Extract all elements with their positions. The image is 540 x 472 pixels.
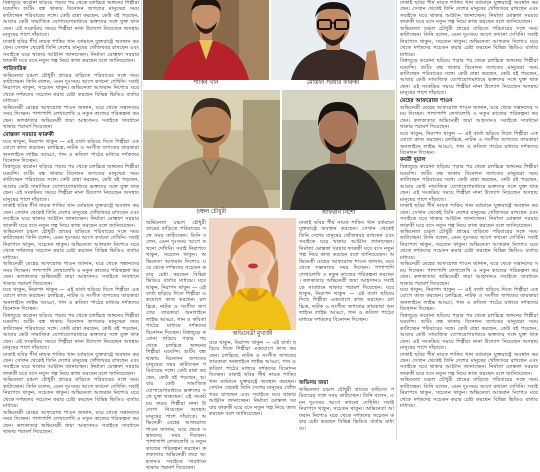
paragraph: অভিনেতা চঞ্চল চৌধুরী গ্রামের বাড়িতে পরিবারের সঙ্গে সময় কাটাচ্ছেন। তিনি বলেন, এমন দুঃসময় আগে কখনো দেখিনি। সবাই নিরাপদে থাকুন, সচেতন থাকুন। অভিনেতা আফরান নিশোও ঘরে থেকে দর্শকদের সচেতন করার চেষ্টা করছেন বিভিন্ন ভিডিও বার্তার মাধ্যমে। [400,228,538,261]
paragraph: ঢাকাই ছবির শীর্ষ নায়ক শাকিব খান বর্তমানে যুক্তরাষ্ট্রে অবস্থান করছেন। সেখান থেকেই তিনি দেশের মানুষের খোঁজখবর রাখছেন এবং সবাইকে ঘরে থাকার আহ্বান জানাচ্ছেন। নির্মাতা মোস্তফা সরয়ার ফারুকী ঘরে বসে নতুন গল্প নিয়ে কাজ করছেন বলে জানিয়েছেন। [209,372,296,417]
caption-shakib: শাকিব খান [193,80,219,86]
paragraph: বিশ্বজুড়ে করোনা ছড়িয়ে পড়ার পর থেকে চলচ্চিত্র অঙ্গনের শিল্পীরা ঘরবন্দি। শুটিং বন্ধ থাকায় বিনোদন জগতের মানুষেরা সময় কাটাচ্ছেন পরিবারের সঙ্গে। কেউ রান্না করছেন, কেউ বই পড়ছেন, আবার কেউ সামাজিক যোগাযোগমাধ্যমে ভক্তদের সঙ্গে যুক্ত থাকছেন। এই সংকটময় সময়ে শিল্পীরা নানা উদ্যোগ নিয়েছেন অসহায় মানুষের পাশে দাঁড়াতে। [3,164,139,203]
paragraph: বিশ্বজুড়ে করোনা ছড়িয়ে পড়ার পর থেকে চলচ্চিত্র অঙ্গনের শিল্পীরা ঘরবন্দি। শুটিং বন্ধ থাকায় বিনোদন জগতের মানুষেরা সময় কাটাচ্ছেন পরিবারের সঙ্গে। কেউ রান্না করছেন, কেউ বই পড়ছেন, আবার কেউ সামাজিক যোগাযোগমাধ্যমে ভক্তদের সঙ্গে যুক্ত থাকছেন। এই সংকটময় সময়ে শিল্পীরা নানা উদ্যোগ নিয়েছেন অসহায় মানুষের পাশে দাঁড়াতে। [400,164,538,203]
caption-chanchal: চঞ্চল চৌধুরী [196,209,227,215]
paragraph: ঢাকাই ছবির শীর্ষ নায়ক শাকিব খান বর্তমানে যুক্তরাষ্ট্রে অবস্থান করছেন। সেখান থেকেই তিনি দেশের মানুষের খোঁজখবর রাখছেন এবং সবাইকে ঘরে থাকার আহ্বান জানাচ্ছেন। নির্মাতা মোস্তফা সরয়ার ফারুকী ঘরে বসে নতুন গল্প নিয়ে কাজ করছেন বলে জানিয়েছেন। [400,0,538,26]
paragraph: ঘরে থাকুন, নিরাপদ থাকুন — এই বার্তা ছড়িয়ে দিতে শিল্পীরা একযোগে কাজ করছেন। চলচ্চিত্র, নাটক ও সংগীত জগতের তারকারা অনলাইনে লাইভ আড্ডা, গান ও কবিতা পাঠের মাধ্যমে দর্শকদের বিনোদন দিচ্ছেন। [3,287,139,313]
caption-apurba: আফরান নিশো [321,210,356,216]
paragraph: অভিনেত্রী মেহের আফরোজ শাওন জানান, ঘরে থেকে সন্তানদের সময় দিচ্ছেন। পাশাপাশি লেখালেখি ও নতুন কাজের পরিকল্পনা করছেন। কলকাতার অভিনেত্রী জয়া আহসানও সবাইকে সাবধানে থাকার পরামর্শ দিয়েছেন। [400,261,538,287]
paragraph: অভিনেত্রী মেহের আফরোজ শাওন জানান, ঘরে থেকে সন্তানদের সময় দিচ্ছেন। পাশাপাশি লেখালেখি ও নতুন কাজের পরিকল্পনা করছেন। কলকাতার অভিনেত্রী জয়া আহসানও সবাইকে সাবধানে থাকার পরামর্শ দিয়েছেন। [146,413,206,472]
caption-swastika: অভিনেত্রী মুখার্জী [232,331,273,337]
paragraph: অভিনেতা চঞ্চল চৌধুরী গ্রামের বাড়িতে পরিবারের সঙ্গে সময় কাটাচ্ছেন। তিনি বলেন, এমন দুঃসময় আগে কখনো দেখিনি। সবাই নিরাপদে থাকুন, সচেতন থাকুন। অভিনেতা আফরান নিশোও ঘরে থেকে দর্শকদের সচেতন করার চেষ্টা করছেন বিভিন্ন ভিডিও বার্তার মাধ্যমে। [146,220,206,285]
paragraph: ঘরে থাকুন, নিরাপদ থাকুন — এই বার্তা ছড়িয়ে দিতে শিল্পীরা একযোগে কাজ করছেন। চলচ্চিত্র, নাটক ও সংগীত জগতের তারকারা অনলাইনে লাইভ আড্ডা, গান ও কবিতা পাঠের মাধ্যমে দর্শকদের বিনোদন দিচ্ছেন। [209,340,296,379]
paragraph: ঢাকাই ছবির শীর্ষ নায়ক শাকিব খান বর্তমানে যুক্তরাষ্ট্রে অবস্থান করছেন। সেখান থেকেই তিনি দেশের মানুষের খোঁজখবর রাখছেন এবং সবাইকে ঘরে থাকার আহ্বান জানাচ্ছেন। নির্মাতা মোস্তফা সরয়ার ফারুকী ঘরে বসে নতুন গল্প নিয়ে কাজ করছেন বলে জানিয়েছেন। [3,351,139,377]
paragraph: ঘরে থাকুন, নিরাপদ থাকুন — এই বার্তা ছড়িয়ে দিতে শিল্পীরা একযোগে কাজ করছেন। চলচ্চিত্র, নাটক ও সংগীত জগতের তারকারা অনলাইনে লাইভ আড্ডা, গান ও কবিতা পাঠের মাধ্যমে দর্শকদের বিনোদন দিচ্ছেন। [400,130,538,156]
portrait-swastika-icon [209,218,296,330]
paragraph: ঢাকাই ছবির শীর্ষ নায়ক শাকিব খান বর্তমানে যুক্তরাষ্ট্রে অবস্থান করছেন। সেখান থেকেই তিনি দেশের মানুষের খোঁজখবর রাখছেন এবং সবাইকে ঘরে থাকার আহ্বান জানাচ্ছেন। নির্মাতা মোস্তফা সরয়ার ফারুকী ঘরে বসে নতুন গল্প নিয়ে কাজ করছেন বলে জানিয়েছেন। [400,351,538,377]
left-article-column [0,0,141,440]
paragraph: অভিনেত্রী মেহের আফরোজ শাওন জানান, ঘরে থেকে সন্তানদের সময় দিচ্ছেন। পাশাপাশি লেখালেখি ও নতুন কাজের পরিকল্পনা করছেন। কলকাতার অভিনেত্রী জয়া আহসানও সবাইকে সাবধানে থাকার পরামর্শ দিয়েছেন। [3,261,139,287]
paragraph: বিশ্বজুড়ে করোনা ছড়িয়ে পড়ার পর থেকে চলচ্চিত্র অঙ্গনের শিল্পীরা ঘরবন্দি। শুটিং বন্ধ থাকায় বিনোদন জগতের মানুষেরা সময় কাটাচ্ছেন পরিবারের সঙ্গে। কেউ রান্না করছেন, কেউ বই পড়ছেন, আবার কেউ সামাজিক যোগাযোগমাধ্যমে ভক্তদের সঙ্গে যুক্ত থাকছেন। এই সংকটময় সময়ে শিল্পীরা নানা উদ্যোগ নিয়েছেন অসহায় মানুষের পাশে দাঁড়াতে। [400,58,538,97]
photo-farooki [271,0,395,80]
caption-farooki: মোস্তফা সরয়ার ফারুকী [306,80,360,86]
paragraph: ঢাকাই ছবির শীর্ষ নায়ক শাকিব খান বর্তমানে যুক্তরাষ্ট্রে অবস্থান করছেন। সেখান থেকেই তিনি দেশের মানুষের খোঁজখবর রাখছেন এবং সবাইকে ঘরে থাকার আহ্বান জানাচ্ছেন। নির্মাতা মোস্তফা সরয়ার ফারুকী ঘরে বসে নতুন গল্প নিয়ে কাজ করছেন বলে জানিয়েছেন। [3,203,139,229]
photo-swastika [209,218,296,330]
paragraph: ঘরে থাকুন, নিরাপদ থাকুন — এই বার্তা ছড়িয়ে দিতে শিল্পীরা একযোগে কাজ করছেন। চলচ্চিত্র, নাটক ও সংগীত জগতের তারকারা অনলাইনে লাইভ আড্ডা, গান ও কবিতা পাঠের মাধ্যমে দর্শকদের বিনোদন দিচ্ছেন। [400,287,538,313]
paragraph: বিশ্বজুড়ে করোনা ছড়িয়ে পড়ার পর থেকে চলচ্চিত্র অঙ্গনের শিল্পীরা ঘরবন্দি। শুটিং বন্ধ থাকায় বিনোদন জগতের মানুষেরা সময় কাটাচ্ছেন পরিবারের সঙ্গে। কেউ রান্না করছেন, কেউ বই পড়ছেন, আবার কেউ সামাজিক যোগাযোগমাধ্যমে ভক্তদের সঙ্গে যুক্ত থাকছেন। এই সংকটময় সময়ে শিল্পীরা নানা উদ্যোগ নিয়েছেন অসহায় মানুষের পাশে দাঁড়াতে। [3,0,139,39]
paragraph: অভিনেতা চঞ্চল চৌধুরী গ্রামের বাড়িতে পরিবারের সঙ্গে সময় কাটাচ্ছেন। তিনি বলেন, এমন দুঃসময় আগে কখনো দেখিনি। সবাই নিরাপদে থাকুন, সচেতন থাকুন। অভিনেতা আফরান নিশোও ঘরে থেকে দর্শকদের সচেতন করার চেষ্টা করছেন বিভিন্ন ভিডিও বার্তার মাধ্যমে। [3,377,139,410]
paragraph: ঘরে থাকুন, নিরাপদ থাকুন — এই বার্তা ছড়িয়ে দিতে শিল্পীরা একযোগে কাজ করছেন। চলচ্চিত্র, নাটক ও সংগীত জগতের তারকারা অনলাইনে লাইভ আড্ডা, গান ও কবিতা পাঠের মাধ্যমে দর্শকদের বিনোদন দিচ্ছেন। [299,284,394,323]
middle-text-block [143,88,145,89]
paragraph: ঢাকাই ছবির শীর্ষ নায়ক শাকিব খান বর্তমানে যুক্তরাষ্ট্রে অবস্থান করছেন। সেখান থেকেই তিনি দেশের মানুষের খোঁজখবর রাখছেন এবং সবাইকে ঘরে থাকার আহ্বান জানাচ্ছেন। নির্মাতা মোস্তফা সরয়ার ফারুকী ঘরে বসে নতুন গল্প নিয়ে কাজ করছেন বলে জানিয়েছেন। [299,220,394,259]
photo-chanchal [143,90,280,208]
section-heading: মেহের আফরোজ শাওন [400,97,453,104]
bottom-right-mid-text [299,380,394,440]
paragraph: বিশ্বজুড়ে করোনা ছড়িয়ে পড়ার পর থেকে চলচ্চিত্র অঙ্গনের শিল্পীরা ঘরবন্দি। শুটিং বন্ধ থাকায় বিনোদন জগতের মানুষেরা সময় কাটাচ্ছেন পরিবারের সঙ্গে। কেউ রান্না করছেন, কেউ বই পড়ছেন, আবার কেউ সামাজিক যোগাযোগমাধ্যমে ভক্তদের সঙ্গে যুক্ত থাকছেন। এই সংকটময় সময়ে শিল্পীরা নানা উদ্যোগ নিয়েছেন অসহায় মানুষের পাশে দাঁড়াতে। [146,329,206,420]
lower-right-text-top [299,220,394,380]
paragraph: অভিনেতা চঞ্চল চৌধুরী গ্রামের বাড়িতে পরিবারের সঙ্গে সময় কাটাচ্ছেন। তিনি বলেন, এমন দুঃসময় আগে কখনো দেখিনি। সবাই নিরাপদে থাকুন, সচেতন থাকুন। অভিনেতা আফরান নিশোও ঘরে থেকে দর্শকদের সচেতন করার চেষ্টা করছেন বিভিন্ন ভিডিও বার্তার মাধ্যমে। [3,72,139,105]
paragraph: অভিনেতা চঞ্চল চৌধুরী গ্রামের বাড়িতে পরিবারের সঙ্গে সময় কাটাচ্ছেন। তিনি বলেন, এমন দুঃসময় আগে কখনো দেখিনি। সবাই নিরাপদে থাকুন, সচেতন থাকুন। অভিনেতা আফরান নিশোও ঘরে থেকে দর্শকদের সচেতন করার চেষ্টা করছেন বিভিন্ন ভিডিও বার্তার মাধ্যমে। [3,228,139,261]
paragraph: অভিনেত্রী মেহের আফরোজ শাওন জানান, ঘরে থেকে সন্তানদের সময় দিচ্ছেন। পাশাপাশি লেখালেখি ও নতুন কাজের পরিকল্পনা করছেন। কলকাতার অভিনেত্রী জয়া আহসানও সবাইকে সাবধানে থাকার পরামর্শ দিয়েছেন। [3,104,139,131]
paragraph: অভিনেত্রী মেহের আফরোজ শাওন জানান, ঘরে থেকে সন্তানদের সময় দিচ্ছেন। পাশাপাশি লেখালেখি ও নতুন কাজের পরিকল্পনা করছেন। কলকাতার অভিনেত্রী জয়া আহসানও সবাইকে সাবধানে থাকার পরামর্শ দিয়েছেন। [400,104,538,131]
paragraph: ঢাকাই ছবির শীর্ষ নায়ক শাকিব খান বর্তমানে যুক্তরাষ্ট্রে অবস্থান করছেন। সেখান থেকেই তিনি দেশের মানুষের খোঁজখবর রাখছেন এবং সবাইকে ঘরে থাকার আহ্বান জানাচ্ছেন। নির্মাতা মোস্তফা সরয়ার ফারুকী ঘরে বসে নতুন গল্প নিয়ে কাজ করছেন বলে জানিয়েছেন। [400,203,538,229]
section-heading: অভিনয় জয়া [299,380,329,386]
paragraph: অভিনেত্রী মেহের আফরোজ শাওন জানান, ঘরে থেকে সন্তানদের সময় দিচ্ছেন। পাশাপাশি লেখালেখি ও নতুন কাজের পরিকল্পনা করছেন। কলকাতার অভিনেত্রী জয়া আহসানও সবাইকে সাবধানে থাকার পরামর্শ দিয়েছেন। [3,409,139,435]
paragraph: ঘরে থাকুন, নিরাপদ থাকুন — এই বার্তা ছড়িয়ে দিতে শিল্পীরা একযোগে কাজ করছেন। চলচ্চিত্র, নাটক ও সংগীত জগতের তারকারা অনলাইনে লাইভ আড্ডা, গান ও কবিতা পাঠের মাধ্যমে দর্শকদের বিনোদন দিচ্ছেন। [3,138,139,164]
section-heading: মোস্তফা সরয়ার ফারুকী [3,131,54,138]
paragraph: অভিনেত্রী মেহের আফরোজ শাওন জানান, ঘরে থেকে সন্তানদের সময় দিচ্ছেন। পাশাপাশি লেখালেখি ও নতুন কাজের পরিকল্পনা করছেন। কলকাতার অভিনেত্রী জয়া আহসানও সবাইকে সাবধানে থাকার পরামর্শ দিয়েছেন। [299,252,394,291]
photo-apurba [282,90,395,210]
section-heading: কবরী দুয়াল [400,157,426,164]
portrait-farooki-icon [271,0,395,80]
paragraph: অভিনেতা চঞ্চল চৌধুরী গ্রামের বাড়িতে পরিবারের সঙ্গে সময় কাটাচ্ছেন। তিনি বলেন, এমন দুঃসময় আগে কখনো দেখিনি। সবাই নিরাপদে থাকুন, সচেতন থাকুন। অভিনেতা আফরান নিশোও ঘরে থেকে দর্শকদের সচেতন করার চেষ্টা করছেন বিভিন্ন ভিডিও বার্তার মাধ্যমে। [400,377,538,410]
paragraph: অভিনেতা চঞ্চল চৌধুরী গ্রামের বাড়িতে পরিবারের সঙ্গে সময় কাটাচ্ছেন। তিনি বলেন, এমন দুঃসময় আগে কখনো দেখিনি। সবাই নিরাপদে থাকুন, সচেতন থাকুন। অভিনেতা আফরান নিশোও ঘরে থেকে দর্শকদের সচেতন করার চেষ্টা করছেন বিভিন্ন ভিডিও বার্তার মাধ্যমে। [299,387,394,432]
portrait-shakib-icon [143,0,269,80]
photo-shakib-khan [143,0,269,80]
column-divider-1 [141,0,142,440]
section-heading: পারিবারিক [3,65,27,72]
portrait-apurba-icon [282,90,395,210]
paragraph: বিশ্বজুড়ে করোনা ছড়িয়ে পড়ার পর থেকে চলচ্চিত্র অঙ্গনের শিল্পীরা ঘরবন্দি। শুটিং বন্ধ থাকায় বিনোদন জগতের মানুষেরা সময় কাটাচ্ছেন পরিবারের সঙ্গে। কেউ রান্না করছেন, কেউ বই পড়ছেন, আবার কেউ সামাজিক যোগাযোগমাধ্যমে ভক্তদের সঙ্গে যুক্ত থাকছেন। এই সংকটময় সময়ে শিল্পীরা নানা উদ্যোগ নিয়েছেন অসহায় মানুষের পাশে দাঁড়াতে। [3,312,139,352]
portrait-chanchal-icon [143,90,280,208]
paragraph: বিশ্বজুড়ে করোনা ছড়িয়ে পড়ার পর থেকে চলচ্চিত্র অঙ্গনের শিল্পীরা ঘরবন্দি। শুটিং বন্ধ থাকায় বিনোদন জগতের মানুষেরা সময় কাটাচ্ছেন পরিবারের সঙ্গে। কেউ রান্না করছেন, কেউ বই পড়ছেন, আবার কেউ সামাজিক যোগাযোগমাধ্যমে ভক্তদের সঙ্গে যুক্ত থাকছেন। এই সংকটময় সময়ে শিল্পীরা নানা উদ্যোগ নিয়েছেন অসহায় মানুষের পাশে দাঁড়াতে। [400,312,538,352]
bottom-mid-text [209,340,296,440]
lower-left-text [146,220,206,472]
paragraph: ঢাকাই ছবির শীর্ষ নায়ক শাকিব খান বর্তমানে যুক্তরাষ্ট্রে অবস্থান করছেন। সেখান থেকেই তিনি দেশের মানুষের খোঁজখবর রাখছেন এবং সবাইকে ঘরে থাকার আহ্বান জানাচ্ছেন। নির্মাতা মোস্তফা সরয়ার ফারুকী ঘরে বসে নতুন গল্প নিয়ে কাজ করছেন বলে জানিয়েছেন। [3,38,139,65]
paragraph: অভিনেতা চঞ্চল চৌধুরী গ্রামের বাড়িতে পরিবারের সঙ্গে সময় কাটাচ্ছেন। তিনি বলেন, এমন দুঃসময় আগে কখনো দেখিনি। সবাই নিরাপদে থাকুন, সচেতন থাকুন। অভিনেতা আফরান নিশোও ঘরে থেকে দর্শকদের সচেতন করার চেষ্টা করছেন বিভিন্ন ভিডিও বার্তার মাধ্যমে। [400,25,538,58]
paragraph: ঘরে থাকুন, নিরাপদ থাকুন — এই বার্তা ছড়িয়ে দিতে শিল্পীরা একযোগে কাজ করছেন। চলচ্চিত্র, নাটক ও সংগীত জগতের তারকারা অনলাইনে লাইভ আড্ডা, গান ও কবিতা পাঠের মাধ্যমে দর্শকদের বিনোদন দিচ্ছেন। [146,278,206,336]
right-article-column [397,0,540,440]
